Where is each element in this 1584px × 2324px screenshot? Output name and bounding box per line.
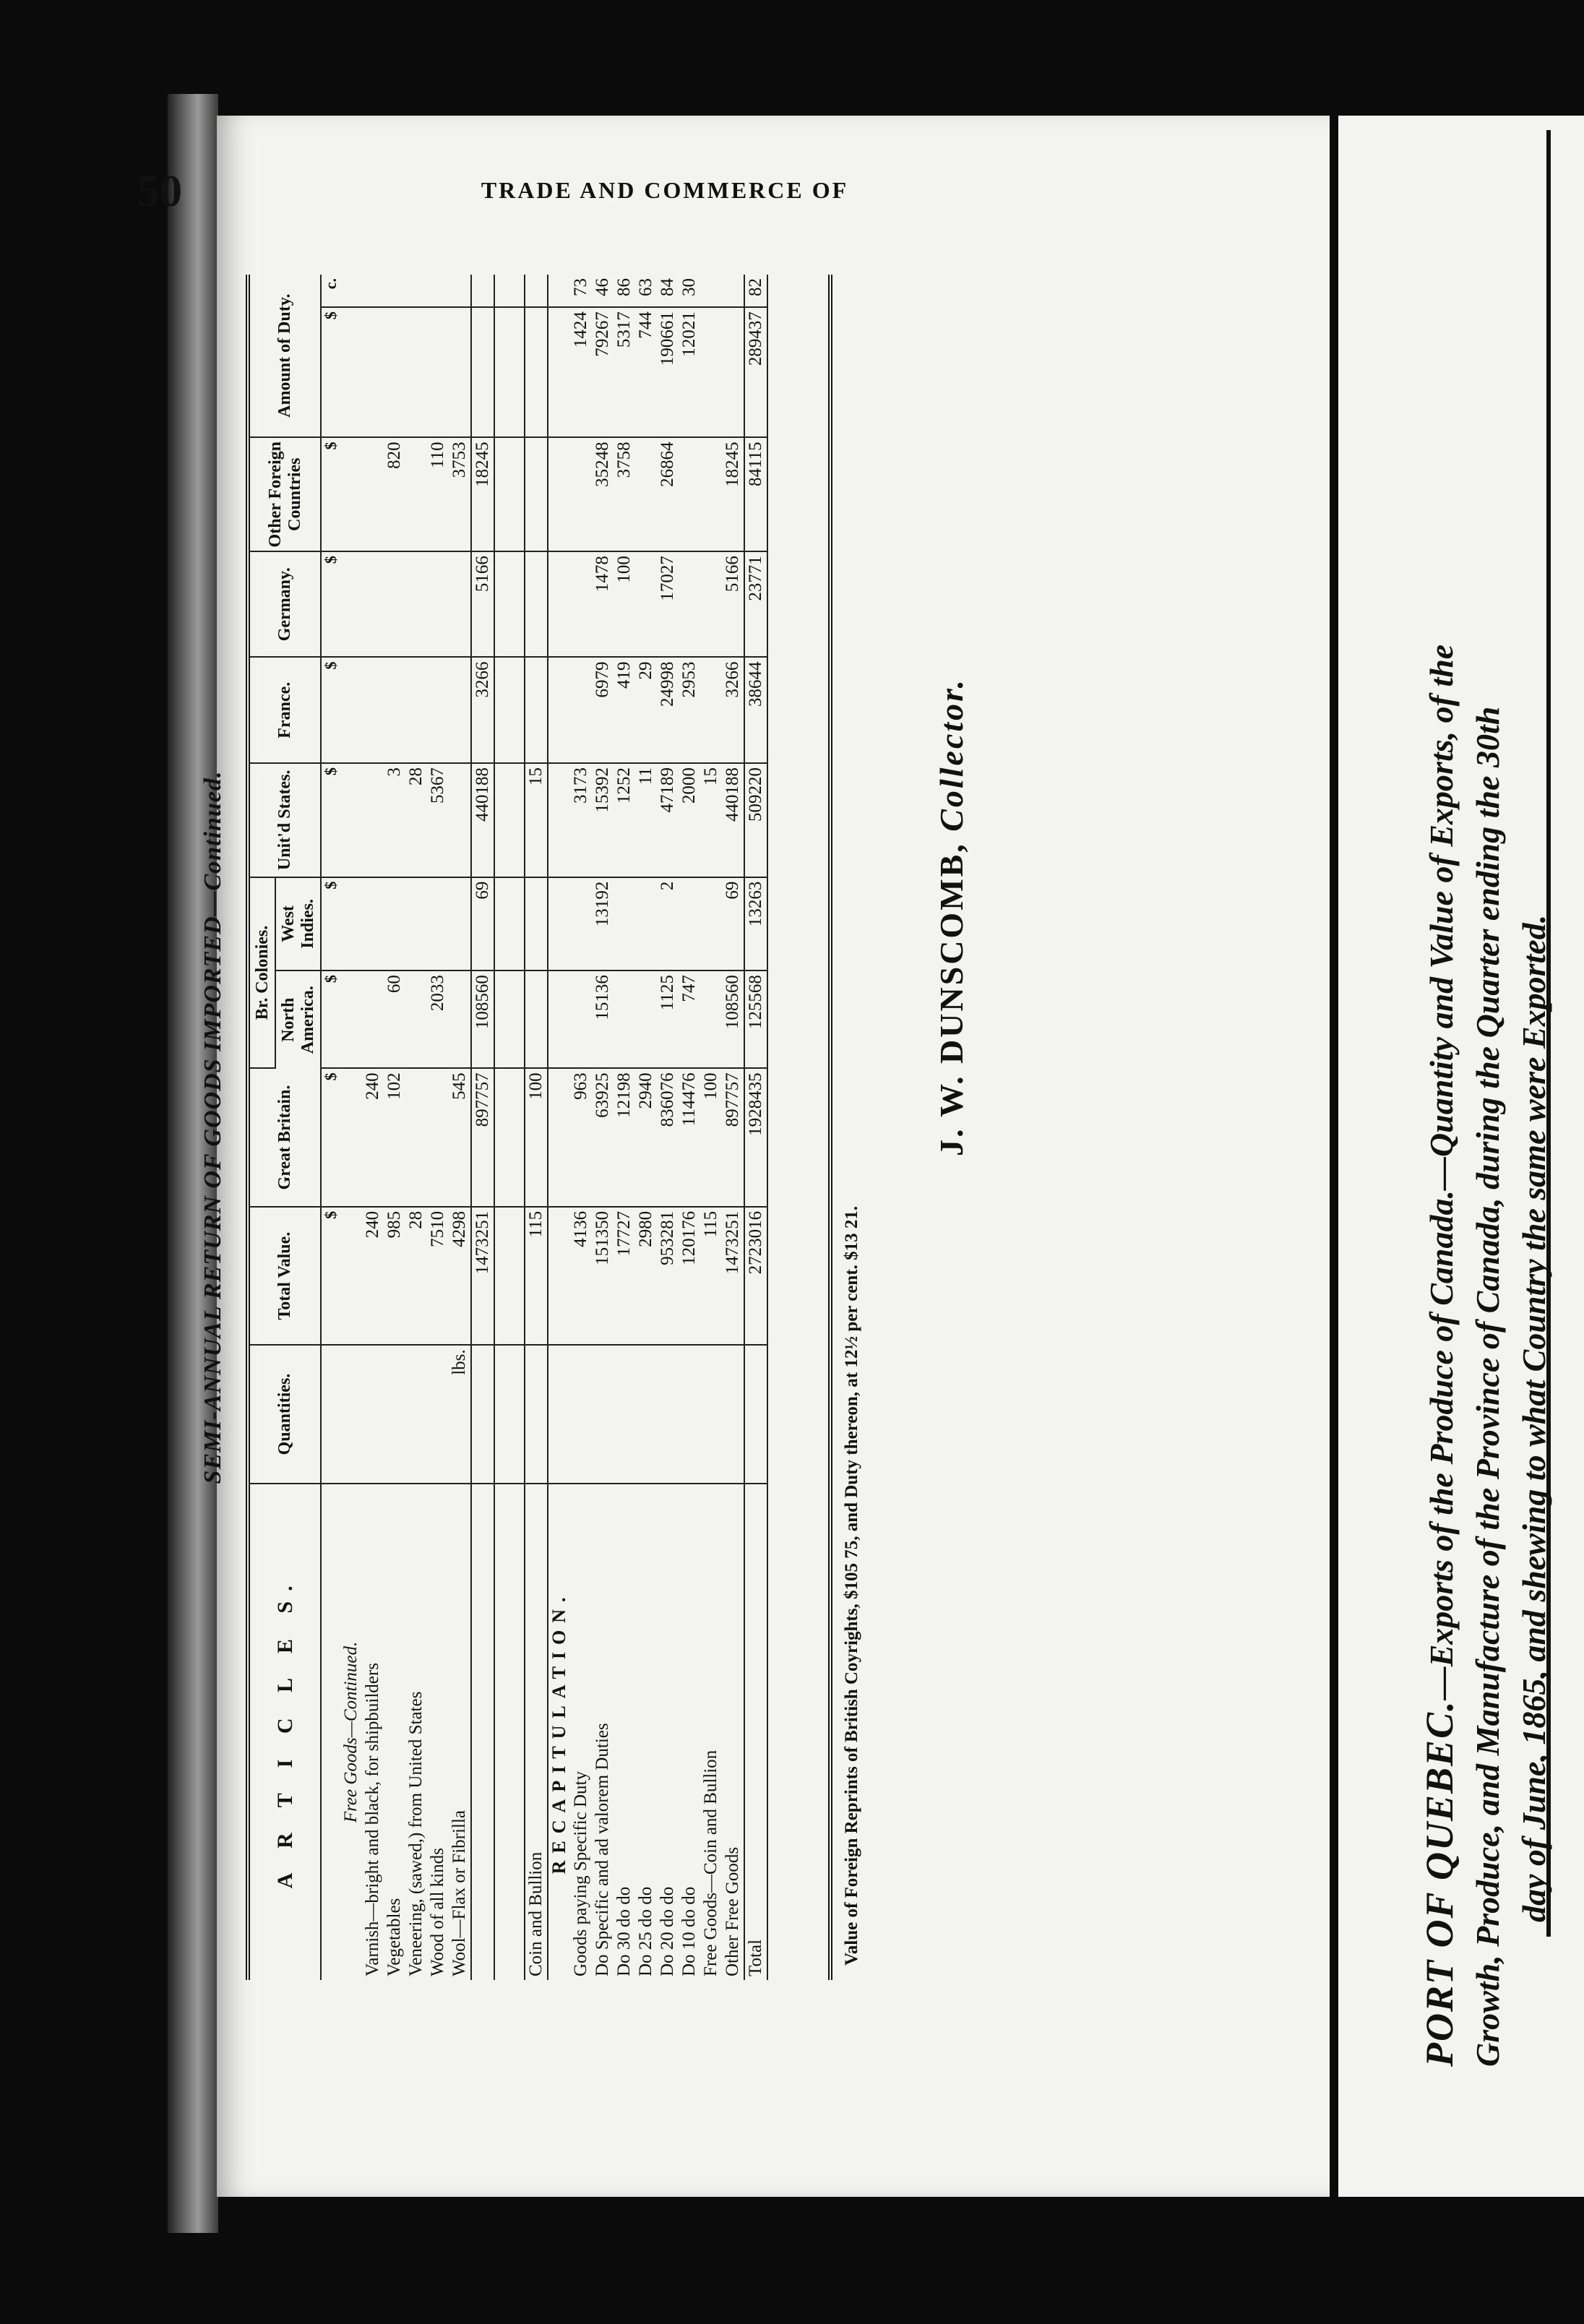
cell-na: 108560 [722, 971, 744, 1068]
table-wrapper [246, 275, 832, 1980]
header-amount-duty: Amount of Duty. [250, 275, 321, 437]
cell-gb: 836076 [657, 1068, 679, 1207]
cell-c: 73 [570, 275, 592, 307]
cell-article: Goods paying Specific Duty [571, 1771, 591, 1976]
cell-wi [405, 877, 427, 971]
cell-na: 108560 [471, 971, 494, 1068]
cell-c: 30 [679, 275, 700, 307]
cell-c: 46 [592, 275, 614, 307]
cell-total: 985 [384, 1207, 405, 1346]
unit-dollar: $ [321, 658, 340, 763]
cell-us: 5367 [427, 763, 449, 877]
total-row [744, 275, 767, 1980]
cell-ge [362, 551, 384, 657]
cell-us [449, 763, 471, 877]
table-row [362, 275, 384, 1980]
unit-cents: c. [321, 275, 340, 307]
header-br-colonies: Br. Colonies. [250, 877, 275, 1069]
cell-na [700, 971, 722, 1068]
cell-qty [744, 1345, 767, 1484]
cell-c [427, 275, 449, 307]
cell-fr: 6979 [592, 658, 614, 763]
cell-qty [471, 1345, 494, 1484]
cell-wi: 2 [657, 877, 679, 971]
cell-us: 440188 [722, 763, 744, 877]
next-heading-line1 [1416, 116, 1465, 2067]
cell-c [384, 275, 405, 307]
cell-gb: 12198 [614, 1068, 635, 1207]
unit-dollar: $ [321, 877, 340, 971]
unit-dollar: $ [321, 1068, 340, 1207]
cell-duty [427, 307, 449, 437]
cell-ge [405, 551, 427, 657]
cell-ge: 17027 [657, 551, 679, 657]
cell-wi [614, 877, 635, 971]
spacer-row [494, 275, 525, 1980]
cell-us: 3 [384, 763, 405, 877]
cell-wi: 69 [471, 877, 494, 971]
cell-ge [384, 551, 405, 657]
unit-dollar: $ [321, 437, 340, 551]
cell-ge [700, 551, 722, 657]
cell-gb: 545 [449, 1068, 471, 1207]
cell-total: 953281 [657, 1207, 679, 1346]
cell-wi [449, 877, 471, 971]
cell-c [471, 275, 494, 307]
table-row [405, 275, 427, 1980]
cell-gb: 100 [525, 1068, 548, 1207]
cell-total: 1473251 [471, 1207, 494, 1346]
cell-article: Varnish—bright and black, for shipbuilders [363, 1663, 383, 1976]
table-row [384, 275, 405, 1980]
cell-c: 82 [744, 275, 767, 307]
cell-gb: 114476 [679, 1068, 700, 1207]
cell-fr [449, 658, 471, 763]
cell-ge [635, 551, 657, 657]
cell-c: 86 [614, 275, 635, 307]
collector-signature [932, 289, 970, 1156]
cell-qty [614, 1345, 635, 1484]
cell-article [471, 1484, 494, 1980]
table-row [657, 275, 679, 1980]
units-row [321, 275, 340, 1980]
cell-ge [427, 551, 449, 657]
cell-us: 28 [405, 763, 427, 877]
cell-total: 7510 [427, 1207, 449, 1346]
coin-row [525, 275, 548, 1980]
cell-of: 3758 [614, 437, 635, 551]
header-germany: Germany. [250, 551, 321, 657]
cell-qty [362, 1345, 384, 1484]
unit-dollar: $ [321, 971, 340, 1068]
cell-article: Do 20 do do [658, 1886, 678, 1976]
cell-duty: 190661 [657, 307, 679, 437]
cell-of [570, 437, 592, 551]
cell-us: 3173 [570, 763, 592, 877]
cell-article: Do 30 do do [614, 1886, 634, 1976]
cell-qty [657, 1345, 679, 1484]
header-total-value: Total Value. [250, 1207, 321, 1346]
cell-us: 509220 [744, 763, 767, 877]
cell-gb: 63925 [592, 1068, 614, 1207]
cell-gb: 102 [384, 1068, 405, 1207]
cell-total: 4298 [449, 1207, 471, 1346]
cell-wi [570, 877, 592, 971]
cell-fr: 3266 [722, 658, 744, 763]
cell-us: 47189 [657, 763, 679, 877]
table-row [635, 275, 657, 1980]
cell-wi [700, 877, 722, 971]
cell-us: 15 [700, 763, 722, 877]
header-north-america: North America. [275, 971, 321, 1068]
cell-ge: 1478 [592, 551, 614, 657]
cell-us: 15 [525, 763, 548, 877]
cell-us: 2000 [679, 763, 700, 877]
cell-fr: 38644 [744, 658, 767, 763]
cell-duty: 1424 [570, 307, 592, 437]
cell-of [525, 437, 548, 551]
collector-title: Collector. [933, 677, 970, 832]
cell-total: 2723016 [744, 1207, 767, 1346]
cell-total: 28 [405, 1207, 427, 1346]
cell-duty: 744 [635, 307, 657, 437]
cell-qty [635, 1345, 657, 1484]
cell-qty [427, 1345, 449, 1484]
cell-gb: 897757 [722, 1068, 744, 1207]
cell-na [570, 971, 592, 1068]
table-title: SEMI-ANNUAL RETURN OF GOODS IMPORTED—Continued. [199, 770, 226, 1484]
cell-duty [471, 307, 494, 437]
cell-article: Other Free Goods [723, 1846, 743, 1976]
section-free-label: Free Goods—Continued. [341, 1641, 361, 1823]
cell-qty [722, 1345, 744, 1484]
cell-of: 3753 [449, 437, 471, 551]
cell-of: 18245 [722, 437, 744, 551]
cell-qty: lbs. [449, 1345, 471, 1484]
cell-qty [384, 1345, 405, 1484]
cell-na [614, 971, 635, 1068]
cell-fr: 419 [614, 658, 635, 763]
cell-qty [700, 1345, 722, 1484]
next-table-heading [1416, 116, 1584, 2067]
cell-duty [362, 307, 384, 437]
cell-article: Do Specific and ad valorem Duties [593, 1723, 613, 1976]
cell-ge [570, 551, 592, 657]
cell-duty [405, 307, 427, 437]
cell-wi [427, 877, 449, 971]
cell-duty: 5317 [614, 307, 635, 437]
next-heading-line3: day of June, 1865, and shewing to what Country the same were Exported. [1515, 914, 1552, 1922]
cell-ge [679, 551, 700, 657]
table-body [321, 275, 767, 1980]
cell-duty [722, 307, 744, 437]
cell-wi [679, 877, 700, 971]
cell-c [405, 275, 427, 307]
table-row [722, 275, 744, 1980]
cell-gb [427, 1068, 449, 1207]
unit-dollar: $ [321, 307, 340, 437]
cell-of [362, 437, 384, 551]
table-row [449, 275, 471, 1980]
cell-ge [525, 551, 548, 657]
cell-gb [405, 1068, 427, 1207]
cell-na [449, 971, 471, 1068]
cell-wi [525, 877, 548, 971]
cell-duty [449, 307, 471, 437]
running-head: TRADE AND COMMERCE OF [481, 177, 849, 203]
table-row [427, 275, 449, 1980]
cell-na [362, 971, 384, 1068]
header-other-foreign: Other Foreign Countries [250, 437, 321, 551]
cell-fr [570, 658, 592, 763]
table-row [570, 275, 592, 1980]
cell-us: 15392 [592, 763, 614, 877]
cell-duty [700, 307, 722, 437]
cell-gb: 963 [570, 1068, 592, 1207]
cell-us [362, 763, 384, 877]
cell-ge: 100 [614, 551, 635, 657]
cell-gb: 1928435 [744, 1068, 767, 1207]
cell-of: 18245 [471, 437, 494, 551]
cell-total: 151350 [592, 1207, 614, 1346]
unit-dollar: $ [321, 763, 340, 877]
cell-c [525, 275, 548, 307]
table-row [614, 275, 635, 1980]
table-row [592, 275, 614, 1980]
cell-article: Wood of all kinds [428, 1848, 448, 1976]
header-united-states: Unit'd States. [250, 763, 321, 877]
cell-wi: 13263 [744, 877, 767, 971]
cell-total: 4136 [570, 1207, 592, 1346]
cell-article: Wool—Flax or Fibrilla [449, 1810, 470, 1976]
cell-fr: 24998 [657, 658, 679, 763]
header-west-indies: West Indies. [275, 877, 321, 971]
imports-table [250, 275, 768, 1980]
section-recap-label: RECAPITULATION. [548, 1590, 570, 1875]
cell-gb: 897757 [471, 1068, 494, 1207]
cell-c [722, 275, 744, 307]
header-articles: A R T I C L E S. [250, 1484, 321, 1980]
collector-name: J. W. DUNSCOMB, [933, 842, 970, 1156]
cell-of: 110 [427, 437, 449, 551]
cell-article: Coin and Bullion [525, 1484, 548, 1980]
cell-fr: 2953 [679, 658, 700, 763]
cell-na: 2033 [427, 971, 449, 1068]
cell-total: 2980 [635, 1207, 657, 1346]
cell-total: 115 [700, 1207, 722, 1346]
cell-na: 15136 [592, 971, 614, 1068]
cell-c [700, 275, 722, 307]
cell-us: 440188 [471, 763, 494, 877]
cell-total: 120176 [679, 1207, 700, 1346]
cell-qty [592, 1345, 614, 1484]
cell-duty: 79267 [592, 307, 614, 437]
recap-heading-row [548, 275, 570, 1980]
cell-article: Vegetables [384, 1898, 405, 1976]
header-quantities: Quantities. [250, 1345, 321, 1484]
rotated-table-block [188, 275, 1012, 1980]
header-great-britain: Great Britain. [250, 1068, 321, 1207]
cell-na: 747 [679, 971, 700, 1068]
cell-c: 63 [635, 275, 657, 307]
cell-duty: 289437 [744, 307, 767, 437]
cell-ge [449, 551, 471, 657]
footnote: Value of Foreign Reprints of British Coyrights, $105 75, and Duty thereon, at 12½ per cent. $13 21. [842, 1205, 861, 1966]
cell-article: Free Goods—Coin and Bullion [701, 1750, 721, 1976]
next-heading-port: PORT OF QUEBEC. [1418, 1700, 1461, 2067]
cell-us: 11 [635, 763, 657, 877]
cell-wi [384, 877, 405, 971]
cell-wi [635, 877, 657, 971]
cell-gb: 100 [700, 1068, 722, 1207]
cell-fr [700, 658, 722, 763]
cell-fr [384, 658, 405, 763]
cell-na: 1125 [657, 971, 679, 1068]
cell-duty [525, 307, 548, 437]
cell-fr: 29 [635, 658, 657, 763]
table-row [700, 275, 722, 1980]
unit-dollar: $ [321, 1207, 340, 1346]
cell-na [405, 971, 427, 1068]
cell-c [362, 275, 384, 307]
cell-of [679, 437, 700, 551]
cell-of: 35248 [592, 437, 614, 551]
cell-qty [525, 1345, 548, 1484]
subtotal-row [471, 275, 494, 1980]
cell-qty [570, 1345, 592, 1484]
cell-qty [679, 1345, 700, 1484]
cell-na [635, 971, 657, 1068]
cell-duty [384, 307, 405, 437]
cell-of [405, 437, 427, 551]
header-france: France. [250, 658, 321, 763]
cell-c [449, 275, 471, 307]
cell-fr [405, 658, 427, 763]
cell-ge: 23771 [744, 551, 767, 657]
cell-article: Veneering, (sawed,) from United States [406, 1691, 426, 1976]
cell-gb: 2940 [635, 1068, 657, 1207]
cell-gb: 240 [362, 1068, 384, 1207]
section-heading [340, 275, 362, 1980]
next-heading-text1: —Exports of the Produce of Canada.—Quantity and Value of Exports, of the [1423, 644, 1460, 1700]
cell-article: Do 25 do do [636, 1886, 656, 1976]
cell-na: 125568 [744, 971, 767, 1068]
cell-wi: 13192 [592, 877, 614, 971]
cell-wi: 69 [722, 877, 744, 971]
cell-c: 84 [657, 275, 679, 307]
cell-of [700, 437, 722, 551]
cell-ge: 5166 [722, 551, 744, 657]
cell-total: 1473251 [722, 1207, 744, 1346]
cell-na [525, 971, 548, 1068]
table-row [679, 275, 700, 1980]
cell-us: 1252 [614, 763, 635, 877]
cell-na: 60 [384, 971, 405, 1068]
cell-fr [362, 658, 384, 763]
page-number: 50 [137, 167, 182, 216]
cell-total: 115 [525, 1207, 548, 1346]
cell-fr [525, 658, 548, 763]
cell-article: Total [744, 1484, 767, 1980]
cell-duty: 12021 [679, 307, 700, 437]
cell-total: 17727 [614, 1207, 635, 1346]
cell-article: Do 10 do do [679, 1886, 700, 1976]
cell-of: 84115 [744, 437, 767, 551]
cell-of: 820 [384, 437, 405, 551]
next-heading-line2: Growth, Produce, and Manufacture of the Province of Canada, during the Quarter ending the 30th [1469, 706, 1506, 2067]
cell-wi [362, 877, 384, 971]
unit-dollar: $ [321, 551, 340, 657]
cell-ge: 5166 [471, 551, 494, 657]
cell-fr [427, 658, 449, 763]
cell-total: 240 [362, 1207, 384, 1346]
cell-of: 26864 [657, 437, 679, 551]
cell-qty [405, 1345, 427, 1484]
cell-fr: 3266 [471, 658, 494, 763]
cell-of [635, 437, 657, 551]
